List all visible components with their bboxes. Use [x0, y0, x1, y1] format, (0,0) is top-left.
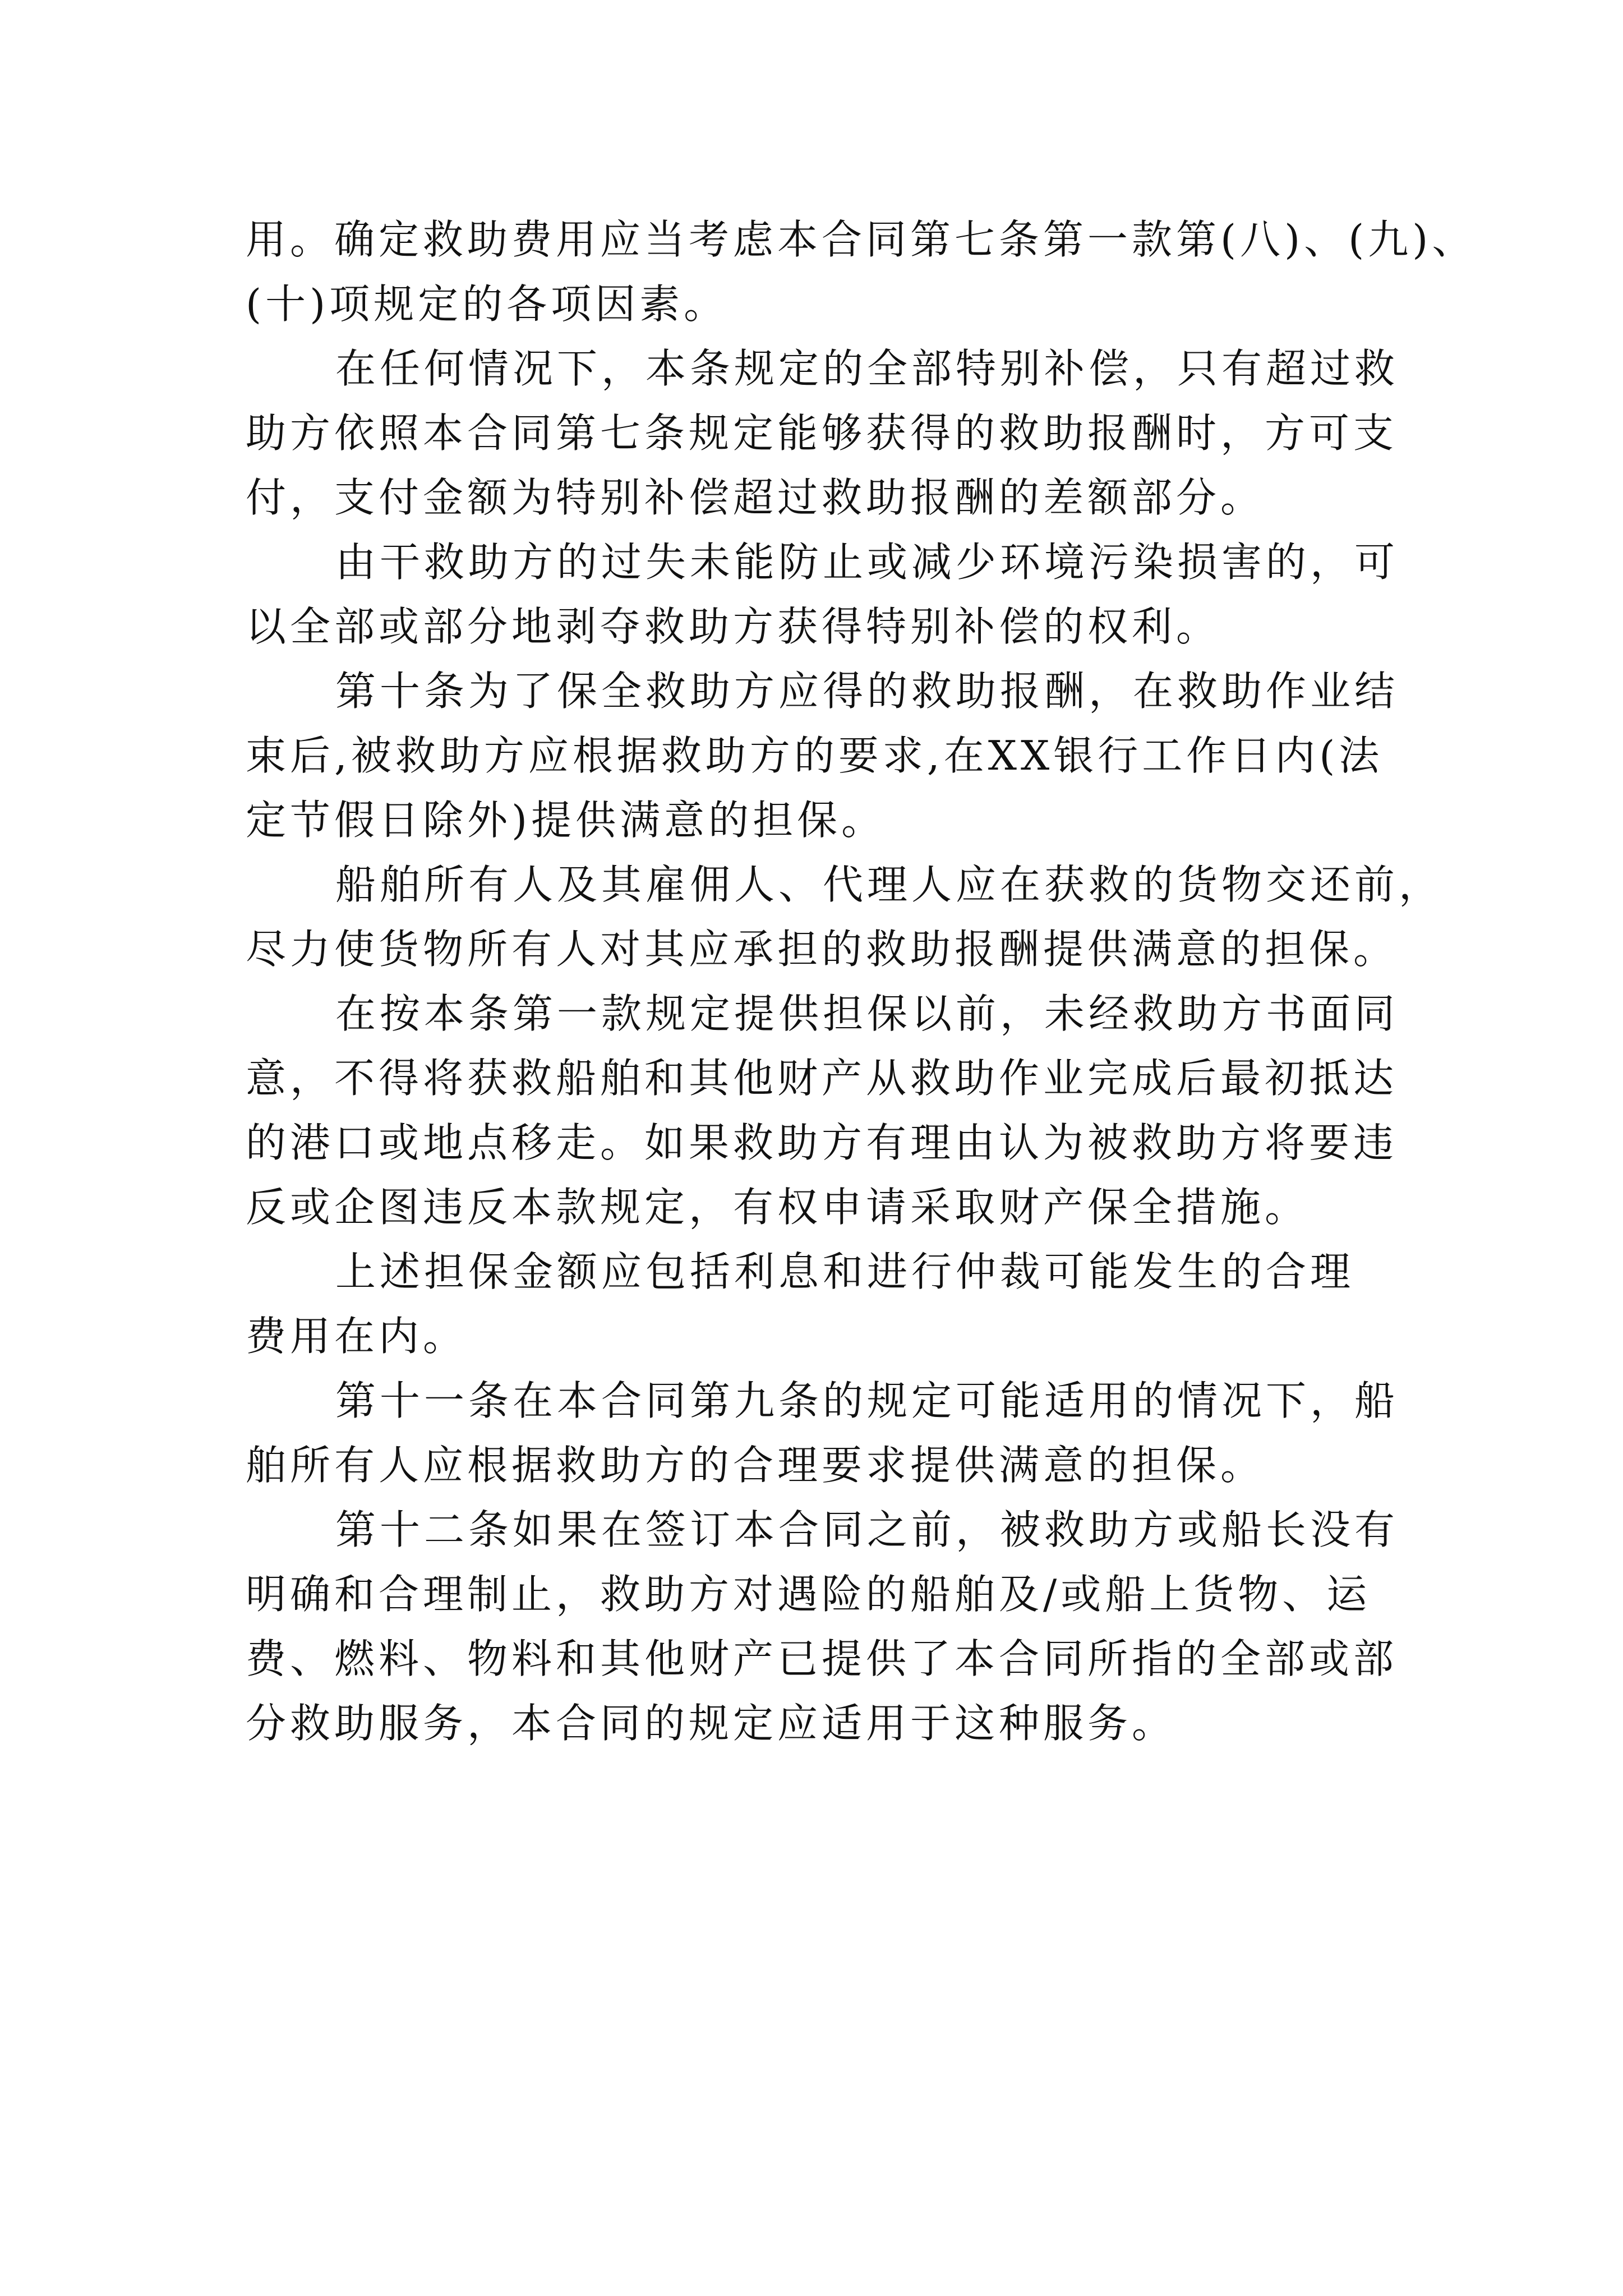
text-line: 明确和合理制止，救助方对遇险的船舶及/或船上货物、运 [246, 1571, 1371, 1618]
text-line: 费用在内。 [246, 1313, 468, 1360]
text-line: 付，支付金额为特别补偿超过救助报酬的差额部分。 [246, 474, 1265, 521]
text-line: 尽力使货物所有人对其应承担的救助报酬提供满意的担保。 [246, 926, 1398, 973]
document-body [246, 208, 1477, 1756]
text-line: 以全部或部分地剥夺救助方获得特别补偿的权利。 [246, 603, 1221, 650]
text-line: 分救助服务，本合同的规定应适用于这种服务。 [246, 1700, 1177, 1747]
paragraph-first-line: 在按本条第一款规定提供担保以前，未经救助方书面同 [335, 990, 1399, 1037]
text-line: 助方依照本合同第七条规定能够获得的救助报酬时，方可支 [246, 409, 1398, 457]
text-line: 用。确定救助费用应当考虑本合同第七条第一款第(八)、(九)、 [246, 216, 1477, 263]
text-line: 意，不得将获救船舶和其他财产从救助作业完成后最初抵达 [246, 1055, 1398, 1102]
text-line: 的港口或地点移走。如果救助方有理由认为被救助方将要违 [246, 1119, 1398, 1166]
paragraph-first-line: 由干救助方的过失未能防止或减少环境污染损害的，可 [335, 539, 1399, 586]
text-line: 舶所有人应根据救助方的合理要求提供满意的担保。 [246, 1442, 1265, 1489]
text-line: 束后,被救助方应根据救助方的要求,在XX银行工作日内(法 [246, 732, 1384, 779]
paragraph-first-line: 第十条为了保全救助方应得的救助报酬，在救助作业结 [335, 668, 1399, 715]
paragraph-first-line: 第十一条在本合同第九条的规定可能适用的情况下，船 [335, 1377, 1399, 1424]
paragraph-first-line: 在任何情况下，本条规定的全部特别补偿，只有超过救 [335, 345, 1399, 392]
text-line: 定节假日除外)提供满意的担保。 [246, 797, 886, 844]
paragraph-first-line: 船舶所有人及其雇佣人、代理人应在获救的货物交还前， [335, 861, 1444, 908]
text-line: 费、燃料、物料和其他财产已提供了本合同所指的全部或部 [246, 1635, 1398, 1682]
paragraph-first-line: 第十二条如果在签订本合同之前，被救助方或船长没有 [335, 1506, 1399, 1553]
paragraph-first-line: 上述担保金额应包括利息和进行仲裁可能发生的合理 [335, 1248, 1355, 1295]
text-line: 反或企图违反本款规定，有权申请采取财产保全措施。 [246, 1184, 1310, 1231]
text-line: (十)项规定的各项因素。 [246, 280, 728, 328]
